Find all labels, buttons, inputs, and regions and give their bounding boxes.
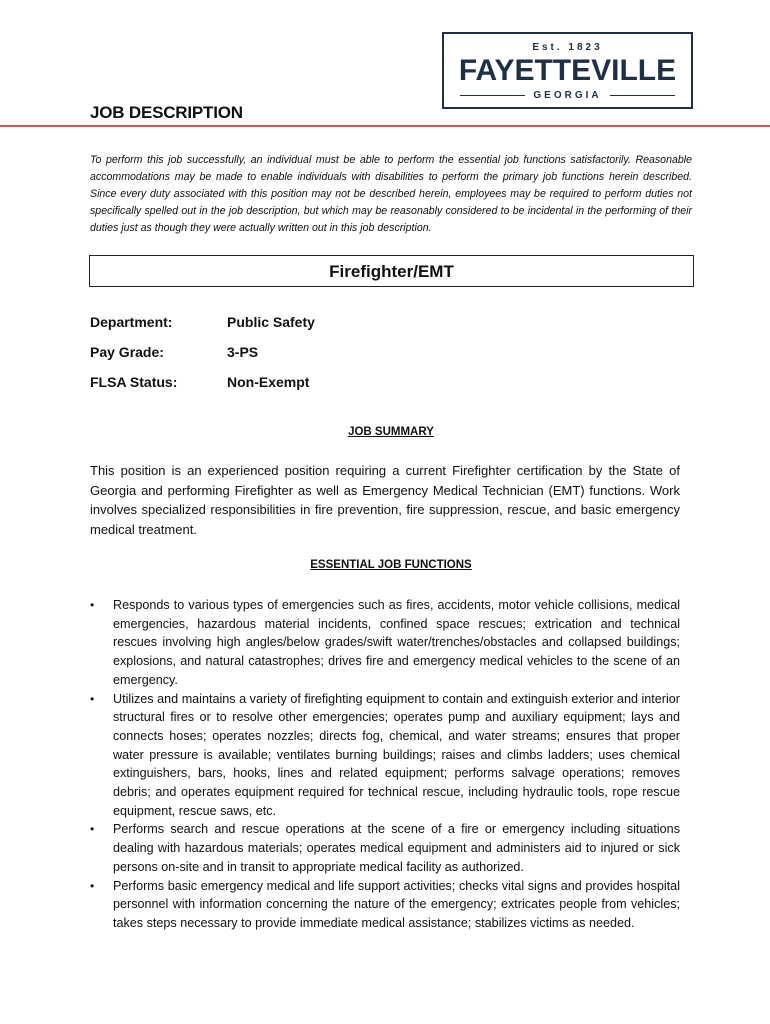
- function-text: Responds to various types of emergencies such as fires, accidents, motor vehicle collisions, medical emergencies, hazardous material incidents, confined space rescues; extrication and technical rescues involving high angles/below grades/swift water/trenches/obstacles and collapsed buildings; explosions, and natural catastrophes; drives fire and emergency medical vehicles to the scene of an emergency.: [113, 598, 680, 687]
- essential-functions-heading: ESSENTIAL JOB FUNCTIONS: [310, 559, 472, 571]
- logo-established: Est. 1823: [532, 42, 603, 53]
- job-summary-text: This position is an experienced position requiring a current Firefighter certification by the State of Georgia and performing Firefighter as well as Emergency Medical Technician (EMT) functions. Work involves specialized responsibilities in fire prevention, fire suppression, rescue, and basic emergency medical treatment.: [90, 463, 680, 537]
- logo-state: GEORGIA: [533, 89, 602, 101]
- function-text: Utilizes and maintains a variety of firefighting equipment to contain and extinguish exterior and interior structural fires or to resolve other emergencies; operates pump and auxiliary equipment; lays and connects hoses; operates nozzles; directs fog, chemical, and water streams; ensures that proper water pressure is available; ventilates burning buildings; raises and climbs ladders; uses chemical extinguishers, bars, hooks, lines and related equipment; performs salvage operations; removes debris; and operates equipment required for technical rescue, including hydraulic tools, rope rescue equipment, rescue saws, etc.: [113, 691, 680, 818]
- info-value: Non-Exempt: [227, 374, 310, 390]
- bullet-icon: •: [90, 598, 95, 612]
- bullet-icon: •: [90, 822, 95, 837]
- function-text: Performs basic emergency medical and life support activities; checks vital signs and provides hospital personnel with information concerning the nature of the emergency; extricates people from vehicles; takes steps necessary to provide immediate medical assistance; stabilizes victims as needed.: [113, 878, 680, 930]
- list-item: [90, 877, 680, 933]
- info-row-pay-grade: [90, 344, 259, 360]
- list-item: [90, 820, 680, 876]
- info-label: Department:: [90, 314, 173, 330]
- job-summary-heading: JOB SUMMARY: [348, 426, 434, 438]
- function-text: Performs search and rescue operations at the scene of a fire or emergency including situations dealing with hazardous materials; operates medical equipment and administers aid to injured or sick persons on-site and in transit to appropriate medical facility as authorized.: [113, 822, 680, 874]
- intro-paragraph: To perform this job successfully, an individual must be able to perform the essential job functions satisfactorily. Reasonable accommodations may be made to enable individuals with disabilities to perform the primary job functions herein described. Since every duty associated with this position may not be described herein, employees may be required to perform duties not specifically spelled out in the job description, but which may be reasonably considered to be incidental in the performing of their duties just as though they were actually written out in this job description.: [90, 154, 692, 234]
- essential-functions-list: [90, 596, 680, 933]
- info-row-flsa-status: [90, 374, 310, 390]
- info-label: FLSA Status:: [90, 374, 178, 390]
- logo-city-name: FAYETTEVILLE: [458, 54, 677, 87]
- header-divider: [0, 125, 770, 127]
- info-value: 3-PS: [227, 344, 259, 360]
- list-item: [90, 596, 680, 690]
- bullet-icon: •: [90, 878, 95, 893]
- logo-rule-left: [460, 95, 525, 96]
- info-label: Pay Grade:: [90, 344, 164, 360]
- bullet-icon: •: [90, 691, 95, 706]
- city-logo: [442, 32, 693, 109]
- logo-rule-right: [610, 95, 675, 96]
- logo-state-row: [460, 89, 675, 101]
- document-heading: JOB DESCRIPTION: [90, 103, 243, 122]
- info-row-department: [90, 314, 315, 330]
- info-value: Public Safety: [227, 314, 315, 330]
- job-title: Firefighter/EMT: [89, 255, 694, 287]
- list-item: [90, 690, 680, 821]
